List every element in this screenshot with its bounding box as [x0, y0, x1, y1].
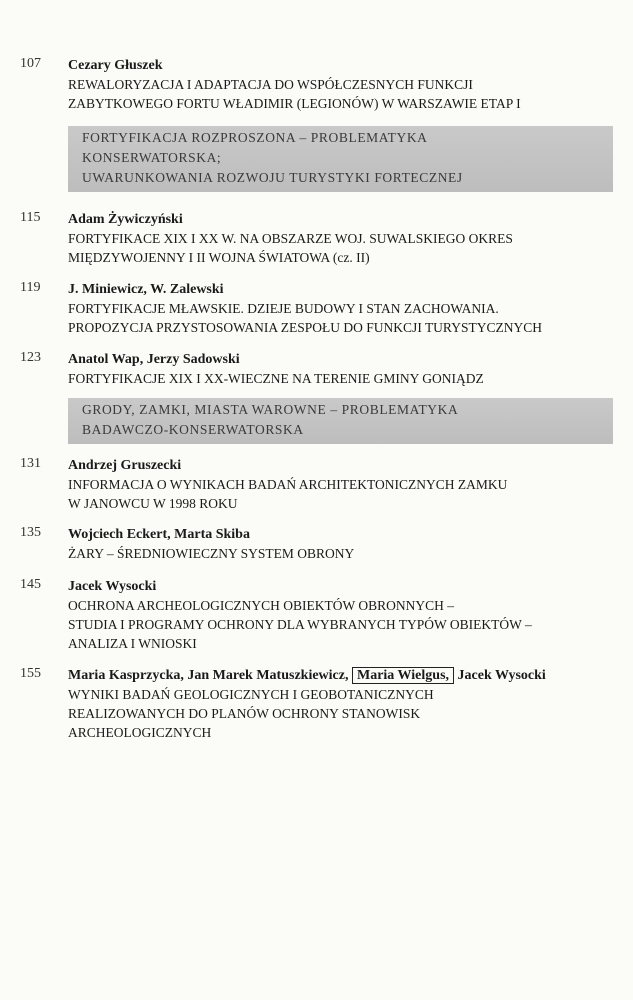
section-heading-line: KONSERWATORSKA;	[82, 150, 222, 165]
entry-title-line: FORTYFIKACJE MŁAWSKIE. DZIEJE BUDOWY I STAN ZACHOWANIA.	[68, 301, 499, 316]
entry-title-line: OCHRONA ARCHEOLOGICZNYCH OBIEKTÓW OBRONNYCH –	[68, 598, 455, 613]
entry-title-line: W JANOWCU W 1998 ROKU	[68, 496, 238, 511]
page-number: 135	[20, 525, 41, 540]
entry-title-line: FORTYFIKACJE XIX I XX-WIECZNE NA TERENIE GMINY GONIĄDZ	[68, 371, 484, 386]
page-number: 145	[20, 577, 41, 592]
entry-title-line: STUDIA I PROGRAMY OCHRONY DLA WYBRANYCH TYPÓW OBIEKTÓW –	[68, 617, 532, 632]
page-number: 155	[20, 666, 41, 681]
entry-title-line: PROPOZYCJA PRZYSTOSOWANIA ZESPOŁU DO FUNKCJI TURYSTYCZNYCH	[68, 320, 542, 335]
entry-author: Andrzej Gruszecki	[68, 458, 182, 473]
entry-author: Adam Żywiczyński	[68, 212, 183, 227]
entry-title-line: ZABYTKOWEGO FORTU WŁADIMIR (LEGIONÓW) W WARSZAWIE ETAP I	[68, 96, 521, 111]
entry-author-part: Maria Kasprzycka, Jan Marek Matuszkiewicz,	[68, 668, 352, 683]
page-number: 115	[20, 210, 41, 225]
entry-title-line: REALIZOWANYCH DO PLANÓW OCHRONY STANOWISK	[68, 706, 421, 721]
section-heading-line: BADAWCZO-KONSERWATORSKA	[82, 422, 304, 437]
section-heading-line: GRODY, ZAMKI, MIASTA WAROWNE – PROBLEMATYKA	[82, 402, 459, 417]
entry-author-part: Jacek Wysocki	[454, 668, 546, 683]
entry-title-line: MIĘDZYWOJENNY I II WOJNA ŚWIATOWA (cz. II)	[68, 250, 370, 265]
entry-authors	[68, 666, 613, 685]
highlighted-author: Maria Wielgus,	[352, 667, 454, 684]
entry-author: Jacek Wysocki	[68, 579, 157, 594]
entry-title-line: INFORMACJA O WYNIKACH BADAŃ ARCHITEKTONICZNYCH ZAMKU	[68, 477, 508, 492]
entry-author: J. Miniewicz, W. Zalewski	[68, 282, 224, 297]
page-number: 131	[20, 456, 41, 471]
entry-title-line: WYNIKI BADAŃ GEOLOGICZNYCH I GEOBOTANICZNYCH	[68, 687, 434, 702]
entry-title-line: FORTYFIKACE XIX I XX W. NA OBSZARZE WOJ. SUWALSKIEGO OKRES	[68, 231, 513, 246]
entry-author: Anatol Wap, Jerzy Sadowski	[68, 352, 240, 367]
entry-title-line: ŻARY – ŚREDNIOWIECZNY SYSTEM OBRONY	[68, 546, 355, 561]
page-number: 107	[20, 56, 41, 71]
section-heading-line: UWARUNKOWANIA ROZWOJU TURYSTYKI FORTECZNEJ	[82, 170, 463, 185]
section-heading	[68, 398, 613, 444]
section-heading	[68, 126, 613, 192]
entry-author: Wojciech Eckert, Marta Skiba	[68, 527, 250, 542]
page-number: 123	[20, 350, 41, 365]
entry-author: Cezary Głuszek	[68, 58, 163, 73]
entry-title-line: ANALIZA I WNIOSKI	[68, 636, 197, 651]
entry-title-line: ARCHEOLOGICZNYCH	[68, 725, 212, 740]
page-number: 119	[20, 280, 41, 295]
section-heading-line: FORTYFIKACJA ROZPROSZONA – PROBLEMATYKA	[82, 130, 428, 145]
entry-title-line: REWALORYZACJA I ADAPTACJA DO WSPÓŁCZESNYCH FUNKCJI	[68, 77, 473, 92]
